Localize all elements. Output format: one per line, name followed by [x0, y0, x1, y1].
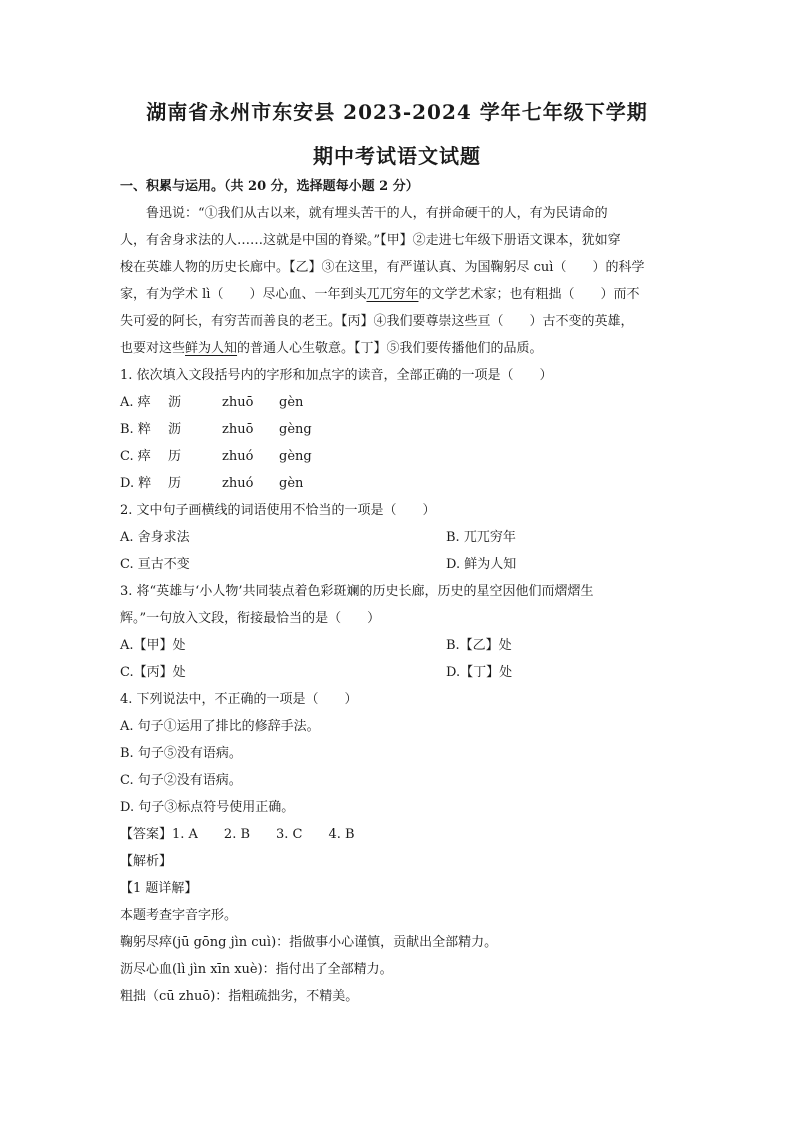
answer-key: 【答案】1. A 2. B 3. C 4. B: [120, 827, 355, 842]
q4-option-a: A. 句子①运用了排比的修辞手法。: [120, 719, 320, 734]
q1-option-a: [120, 394, 303, 412]
section-heading: 一、积累与运用。（共 20 分，选择题每小题 2 分）: [120, 179, 419, 194]
passage-line-3: 梭在英雄人物的历史长廊中。【乙】③在这里，有严谨认真、为国鞠躬尽 cuì（ ）的科学: [120, 260, 645, 275]
q3-option-c: C.【丙】处: [120, 665, 186, 680]
passage-line-4: [120, 286, 639, 304]
option-cell: zhuó: [222, 449, 254, 464]
option-cell: B. 粹: [120, 422, 151, 437]
passage-text: 的文学艺术家；也有粗拙（ ）而不: [418, 287, 640, 302]
q2-option-d: D. 鲜为人知: [446, 557, 517, 572]
passage-text: 也要对这些: [120, 341, 186, 356]
q2-option-c: C. 亘古不变: [120, 557, 190, 572]
option-cell: 历: [168, 449, 182, 464]
q1-option-d: [120, 475, 303, 493]
q3-option-a: A.【甲】处: [120, 638, 186, 653]
passage-line-2: 人，有舍身求法的人……这就是中国的脊梁。”【甲】②走进七年级下册语文课本，犹如穿: [120, 233, 621, 248]
question-4-stem: 4. 下列说法中，不正确的一项是（ ）: [120, 692, 358, 707]
explanation-line-4: 粗拙（cū zhuō)：指粗疏拙劣，不精美。: [120, 989, 359, 1004]
option-cell: gèn: [279, 395, 304, 410]
passage-line-1: 鲁迅说：“①我们从古以来，就有埋头苦干的人，有拼命硬干的人，有为民请命的: [146, 206, 608, 221]
q4-option-b: B. 句子⑤没有语病。: [120, 746, 242, 761]
q2-option-b: B. 兀兀穷年: [446, 530, 516, 545]
q3-option-d: D.【丁】处: [446, 665, 513, 680]
underlined-term: 兀兀穷年: [366, 287, 419, 302]
q4-option-c: C. 句子②没有语病。: [120, 773, 242, 788]
q1-option-c: [120, 448, 312, 466]
question-3-stem-1: 3. 将“英雄与‘小人物’共同装点着色彩斑斓的历史长廊，历史的星空因他们而熠熠生: [120, 584, 594, 599]
passage-line-5: 失可爱的阿长，有穷苦而善良的老王。【丙】④我们要尊崇这些亘（ ）古不变的英雄，: [120, 314, 634, 329]
question-1-stem: 1. 依次填入文段括号内的字形和加点字的读音，全部正确的一项是（ ）: [120, 368, 553, 383]
option-cell: zhuó: [222, 476, 254, 491]
detail-heading-1: 【1 题详解】: [120, 881, 198, 896]
option-cell: zhuō: [222, 422, 254, 437]
passage-text: 的普通人心生敬意。【丁】⑤我们要传播他们的品质。: [237, 341, 543, 356]
q3-option-b: B.【乙】处: [446, 638, 512, 653]
analysis-heading: 【解析】: [120, 854, 173, 869]
underlined-term: 鲜为人知: [185, 341, 238, 356]
option-cell: gèng: [279, 449, 312, 464]
option-cell: 沥: [168, 395, 182, 410]
question-2-stem: 2. 文中句子画横线的词语使用不恰当的一项是（ ）: [120, 503, 436, 518]
explanation-line-1: 本题考查字音字形。: [120, 908, 238, 923]
explanation-line-3: 沥尽心血(lì jìn xīn xuè)：指付出了全部精力。: [120, 962, 393, 977]
option-cell: gèng: [279, 422, 312, 437]
q1-option-b: [120, 421, 312, 439]
option-cell: 沥: [168, 422, 182, 437]
option-cell: A. 瘁: [120, 395, 151, 410]
explanation-line-2: 鞠躬尽瘁(jū gōng jìn cuì)：指做事小心谨慎，贡献出全部精力。: [120, 935, 498, 950]
title-line-1: 湖南省永州市东安县 2023-2024 学年七年级下学期: [146, 100, 648, 124]
passage-line-6: [120, 340, 543, 358]
option-cell: 历: [168, 476, 182, 491]
passage-text: 家，有为学术 lì（ ）尽心血、一年到头: [120, 287, 367, 302]
question-3-stem-2: 辉。”一句放入文段，衔接最恰当的是（ ）: [120, 611, 381, 626]
option-cell: D. 粹: [120, 476, 152, 491]
q2-option-a: A. 舍身求法: [120, 530, 190, 545]
option-cell: C. 瘁: [120, 449, 151, 464]
q4-option-d: D. 句子③标点符号使用正确。: [120, 800, 295, 815]
title-line-2: 期中考试语文试题: [313, 144, 481, 168]
option-cell: gèn: [279, 476, 304, 491]
option-cell: zhuō: [222, 395, 254, 410]
